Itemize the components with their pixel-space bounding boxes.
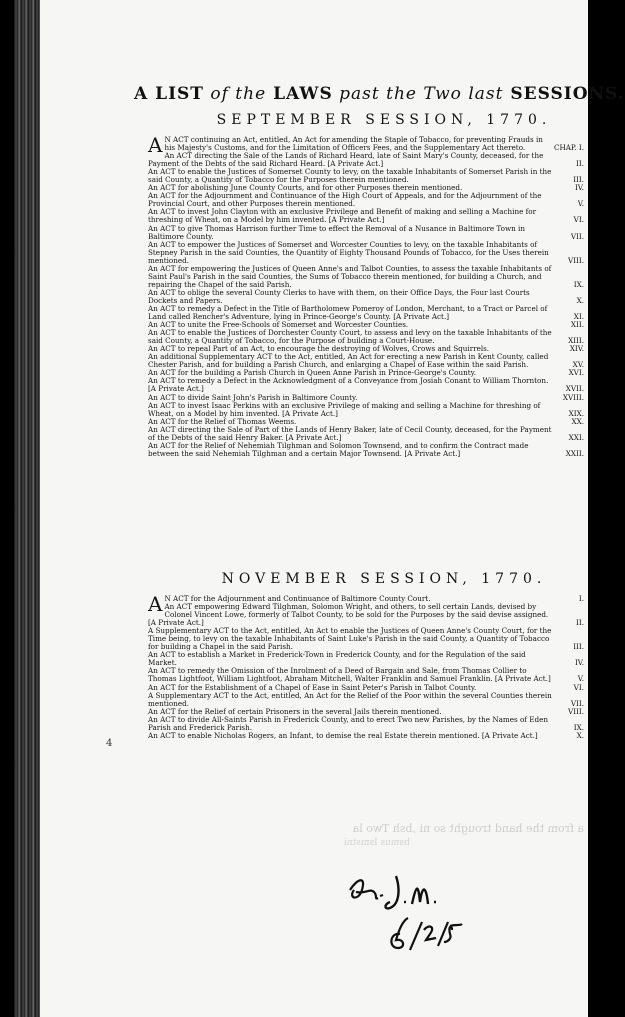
act-text: An ACT to give Thomas Harrison further Time to effect the Removal of a Nusance in Baltimore Town in Baltimore County. — [148, 223, 525, 241]
act-entry — [148, 168, 588, 184]
september-acts-list — [148, 133, 588, 458]
act-text: AN ACT continuing an Act, entitled, An Act for amending the Staple of Tobacco, for preventing Frauds in his Majesty's Customs, and for the Limitation of Officers Fees, and the Supplementary Act thereto. — [148, 133, 543, 157]
act-text: An ACT empowering Edward Tilghman, Solomon Wright, and others, to sell certain Lands, devised by Colonel Vincent Lowe, formerly of Talbot County, to be sold for the Purposes by the said devise assigned. [A Private Act.] — [148, 602, 549, 628]
bleed-through-text-2: bsmus Ismstni — [344, 838, 410, 848]
act-number: XVII. — [565, 384, 584, 394]
act-entry — [148, 426, 588, 442]
act-number: I. — [578, 594, 584, 603]
act-entry — [148, 442, 588, 458]
act-text: An ACT directing the Sale of the Lands of Richard Heard, late of Saint Mary's County, deceased, for the Payment of the Debts of the said Richard Heard. [A Private Act.] — [148, 151, 544, 169]
act-text: An ACT for abolishing June County Courts, and for other Purposes therein mentioned. — [148, 183, 463, 193]
act-text: An ACT to invest John Clayton with an exclusive Privilege and Benefit of making and selling a Machine for threshing of Wheat, on a Model by him invented. [A Private Act.] — [148, 207, 537, 225]
act-number: II. — [576, 159, 584, 169]
act-number: VIII. — [568, 255, 584, 265]
act-entry — [148, 692, 588, 708]
act-text: An ACT to remedy a Defect in the Title of Bartholomew Pomeroy of London, Merchant, to a Tract or Parcel of Land called Rencher's Adventure, lying in Prince-George's County. [A Private Act.] — [148, 303, 548, 322]
act-number: VI. — [573, 682, 584, 692]
act-text: An ACT for the Relief of Nehemiah Tilghman and Solomon Townsend, and to confirm the Contract made between the said Nehemiah Tilghman and a certain Major Townsend. [A Private Act.] — [148, 440, 529, 458]
act-text: An ACT for empowering the Justices of Queen Anne's and Talbot Counties, to assess the taxable Inhabitants of Saint Paul's Parish in the said Counties, the Sums of Tobacco therein mentioned, for building a Church, and repairing the Chapel of the said Parish. — [148, 263, 552, 289]
act-number: V. — [577, 199, 584, 209]
act-number: IV. — [574, 183, 584, 193]
act-text: An ACT to enable Nicholas Rogers, an Infant, to demise the real Estate therein mentioned. [A Private Act.] — [148, 730, 538, 740]
act-number: XX. — [571, 416, 584, 426]
act-text: An additional Supplementary ACT to the Act, entitled, An Act for erecting a new Parish in Kent County, called Chester Parish, and for building a Parish Church, and enlarging a Chapel of Ease within the said Parish. — [148, 352, 549, 370]
act-text: An ACT to establish a Market in Frederick-Town in Frederick County, and for the Regulation of the said Market. — [148, 650, 526, 668]
act-text: An ACT to divide Saint John's Parish in Baltimore County. — [148, 392, 358, 402]
bleed-through-text: a from the hand trought so ni ,bsh Two la — [352, 822, 584, 835]
act-number: CHAP. I. — [553, 143, 584, 153]
act-text: An ACT to enable the Justices of Somerset County to levy, on the taxable Inhabitants of Somerset Parish in the said County, a Quantity of Tobacco for the Purposes therein mentioned. — [148, 167, 552, 185]
act-text: An ACT to remedy the Omission of the Inrolment of a Deed of Bargain and Sale, from Thomas Collier to Thomas Lightfoot, William Lightfoot, Abraham Mitchell, Walter Franklin and Samuel Franklin. [A Private Act.] — [148, 666, 551, 684]
page-title: A LIST of the LAWS past the Two last SESSIONS. — [134, 84, 625, 104]
act-text: An ACT to invest Isaac Perkins with an exclusive Privilege of making and selling a Machine for threshing of Wheat, on a Model by him invented. [A Private Act.] — [148, 400, 541, 418]
act-text: An ACT to enable the Justices of Dorchester County Court, to assess and levy on the taxable Inhabitants of the said County, a Quantity of Tobacco, for the Purpose of building a Court-House. — [148, 328, 552, 346]
act-number: XVIII. — [562, 392, 584, 402]
act-number: II. — [576, 618, 584, 628]
act-number: XXII. — [565, 448, 584, 458]
act-number: IV. — [574, 658, 584, 668]
act-entry — [148, 208, 588, 224]
act-number: VIII. — [568, 706, 584, 716]
act-entry — [148, 289, 588, 305]
act-entry — [148, 667, 588, 683]
act-entry — [148, 651, 588, 667]
act-text: A Supplementary ACT to the Act, entitled, An Act to enable the Justices of Queen Anne's County Court, for the Time being, to levy on the taxable Inhabitants of Saint Luke's Parish in the said County, a Quantity of Tobacco for building a Chapel in the said Parish. — [148, 626, 552, 652]
act-number: VII. — [570, 698, 584, 708]
act-entry — [148, 716, 588, 732]
act-text: AN ACT for the Adjournment and Continuance of Baltimore County Court. — [148, 592, 431, 616]
act-entry — [148, 353, 588, 369]
act-number: V. — [577, 674, 584, 684]
act-number: IX. — [573, 722, 584, 732]
binding-edge — [14, 0, 40, 1017]
act-entry — [148, 225, 588, 241]
act-text: A Supplementary ACT to the Act, entitled, An Act for the Relief of the Poor within the several Counties therein mentioned. — [148, 690, 552, 708]
act-number: III. — [573, 175, 584, 185]
act-number: XII. — [570, 320, 584, 330]
act-entry — [148, 241, 588, 265]
act-entry — [148, 732, 588, 740]
november-session-heading: NOVEMBER SESSION, 1770. — [221, 571, 547, 587]
act-entry — [148, 265, 588, 289]
act-number: X. — [576, 730, 584, 740]
page-number: 4 — [106, 738, 113, 749]
act-entry — [148, 305, 588, 321]
act-number: XIV. — [569, 344, 584, 354]
act-number: VII. — [570, 231, 584, 241]
september-session-heading: SEPTEMBER SESSION, 1770. — [216, 112, 552, 128]
act-number: XXI. — [568, 432, 584, 442]
act-text: An ACT for the building a Parish Church in Queen Anne Parish in Prince-George's County. — [148, 368, 477, 378]
act-number: XI. — [573, 312, 584, 322]
act-number: XV. — [572, 360, 584, 370]
act-entry — [148, 192, 588, 208]
act-entry — [148, 377, 588, 393]
act-text: An ACT for the Establishment of a Chapel of Ease in Saint Peter's Parish in Talbot County. — [148, 682, 477, 692]
act-number: XVI. — [568, 368, 584, 378]
act-entry — [148, 402, 588, 418]
handwritten-annotation — [344, 868, 484, 958]
act-text: An ACT to unite the Free-Schools of Somerset and Worcester Counties. — [148, 320, 409, 330]
act-number: XIX. — [568, 408, 584, 418]
act-entry — [148, 329, 588, 345]
act-text: An ACT directing the Sale of Part of the Lands of Henry Baker, late of Cecil County, deceased, for the Payment of the Debts of the said Henry Baker. [A Private Act.] — [148, 424, 552, 442]
act-text: An ACT for the Relief of Thomas Weems. — [148, 416, 297, 426]
act-entry — [148, 603, 588, 627]
paper-sheet — [14, 0, 625, 1017]
act-entry — [148, 133, 588, 157]
act-text: An ACT to repeal Part of an Act, to encourage the destroying of Wolves, Crows and Squirrels. — [148, 344, 490, 354]
act-text: An ACT to empower the Justices of Somerset and Worcester Counties to levy, on the taxable Inhabitants of Stepney Parish in the said Counties, the Quantity of Eighty Thousand Pounds of Tobacco, for the Uses therein mentioned. — [148, 239, 549, 265]
november-acts-list — [148, 592, 588, 740]
act-number: XIII. — [568, 336, 584, 346]
act-number: IX. — [573, 279, 584, 289]
act-number: VI. — [573, 215, 584, 225]
act-text: An ACT to oblige the several County Clerks to have with them, on their Office Days, the Four last Courts Dockets and Papers. — [148, 287, 530, 305]
act-entry — [148, 627, 588, 651]
act-entry — [148, 152, 588, 168]
act-text: An ACT to remedy a Defect in the Acknowledgment of a Conveyance from Josiah Conant to William Thornton. [A Private Act.] — [148, 376, 549, 394]
act-number: X. — [576, 295, 584, 305]
act-text: An ACT for the Relief of certain Prisoners in the several Jails therein mentioned. — [148, 706, 442, 716]
act-text: An ACT to divide All-Saints Parish in Frederick County, and to erect Two new Parishes, by the Names of Eden Parish and Frederick Parish. — [148, 714, 548, 732]
act-text: An ACT for the Adjournment and Continuance of the High Court of Appeals, and for the Adjournment of the Provincial Court, and other Purposes therein mentioned. — [148, 191, 542, 209]
act-number: III. — [573, 642, 584, 652]
